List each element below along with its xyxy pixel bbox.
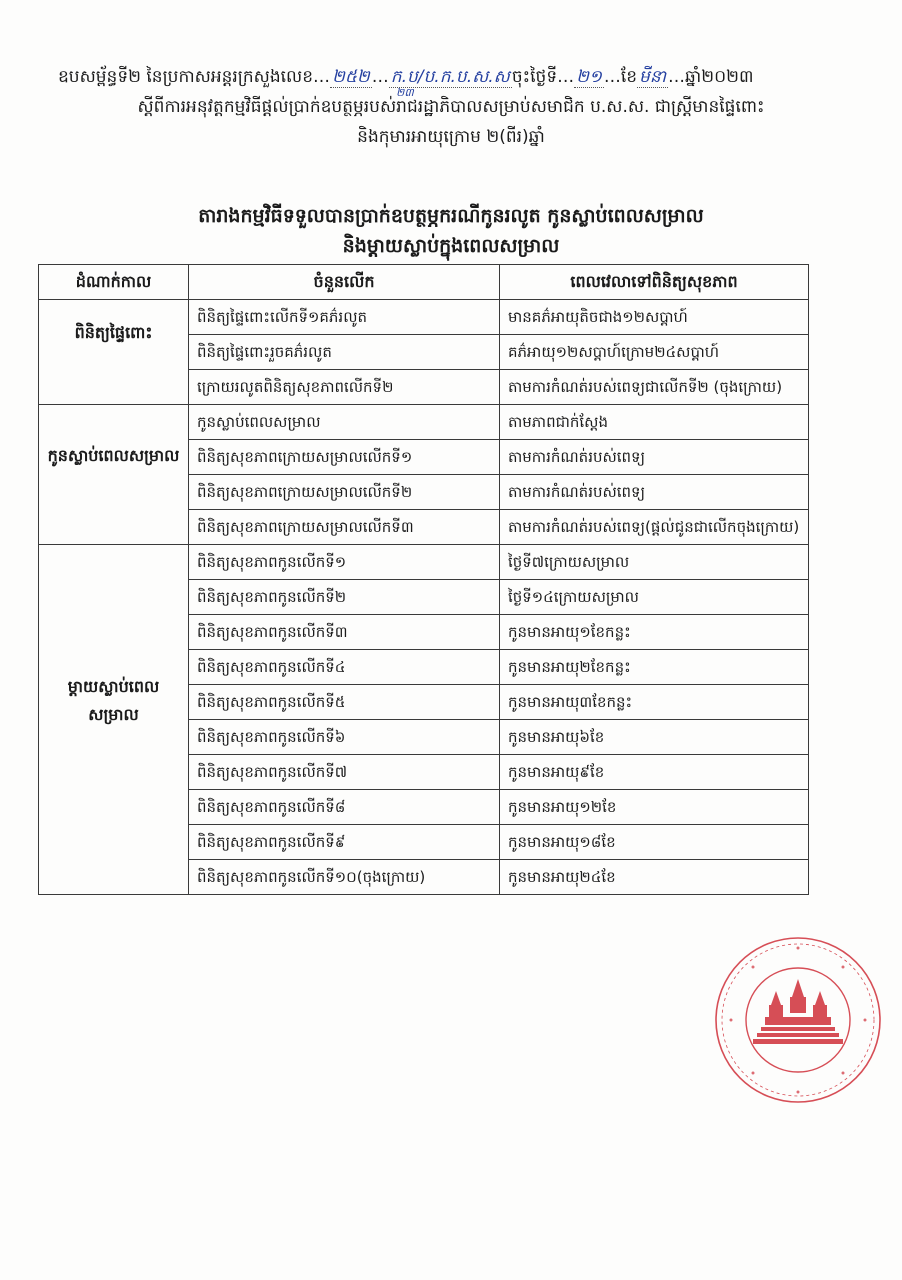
angkor-temple-icon bbox=[753, 979, 843, 1044]
table-header-row bbox=[39, 265, 809, 300]
timing-cell: តាមការកំណត់របស់ពេទ្យ bbox=[500, 440, 809, 475]
visit-cell: ពិនិត្យសុខភាពក្រោយសម្រាលលើកទី២ bbox=[189, 475, 500, 510]
stage-cell: ម្តាយស្លាប់ពេលសម្រាល bbox=[39, 545, 189, 895]
header-stage: ដំណាក់កាល bbox=[39, 265, 189, 300]
table-title-line-2: និងម្តាយស្លាប់ក្នុងពេលសម្រាល bbox=[342, 235, 560, 257]
table-row bbox=[39, 545, 809, 580]
header-line-3: និងកុមារអាយុក្រោម ២(ពីរ)ឆ្នាំ bbox=[357, 127, 545, 147]
handwritten-ref-number: ២៥២ bbox=[332, 67, 370, 87]
month-prefix: ខែ bbox=[620, 67, 638, 87]
header-visits: ចំនួនលើក bbox=[189, 265, 500, 300]
visit-cell: ក្រោយរលូតពិនិត្យសុខភាពលើកទី២ bbox=[189, 370, 500, 405]
visit-cell: ពិនិត្យសុខភាពកូនលើកទី៥ bbox=[189, 685, 500, 720]
timing-cell: មានគភ៌អាយុតិចជាង១២សប្តាហ៍ bbox=[500, 300, 809, 335]
visit-cell: ពិនិត្យសុខភាពកូនលើកទី១ bbox=[189, 545, 500, 580]
timing-cell: ថ្ងៃទី១៤ក្រោយសម្រាល bbox=[500, 580, 809, 615]
visit-cell: ពិនិត្យសុខភាពក្រោយសម្រាលលើកទី១ bbox=[189, 440, 500, 475]
stage-cell: កូនស្លាប់ពេលសម្រាល bbox=[39, 405, 189, 545]
official-seal-stamp bbox=[713, 935, 883, 1105]
schedule-table bbox=[38, 264, 809, 895]
visit-cell: ពិនិត្យសុខភាពកូនលើកទី១០(ចុងក្រោយ) bbox=[189, 860, 500, 895]
header-line-1: ឧបសម្ព័ន្ធទី២ នៃប្រកាសអន្តរក្រសួងលេខ… ២៥២ … ក.ប/ប.ក.ប.ស.ស ចុះថ្ងៃទី… ២១ …ខែ មីនា …ឆ្នាំ២០២៣ bbox=[58, 67, 754, 87]
visit-cell: ពិនិត្យសុខភាពកូនលើកទី៨ bbox=[189, 790, 500, 825]
header-line-2: ស្តីពីការអនុវត្តកម្មវិធីផ្តល់ប្រាក់ឧបត្ថម្ភរបស់រាជរដ្ឋាភិបាលសម្រាប់សមាជិក ប.ស.ស. ជាស្ត្រីមានផ្ទៃពោះ bbox=[137, 97, 765, 117]
visit-cell: ពិនិត្យសុខភាពកូនលើកទី៣ bbox=[189, 615, 500, 650]
timing-cell: ថ្ងៃទី៧ក្រោយសម្រាល bbox=[500, 545, 809, 580]
timing-cell: គភ៌អាយុ១២សប្តាហ៍ក្រោម២៤សប្តាហ៍ bbox=[500, 335, 809, 370]
table-row bbox=[39, 405, 809, 440]
handwritten-month: មីនា bbox=[639, 67, 667, 87]
timing-cell: តាមការកំណត់របស់ពេទ្យ bbox=[500, 475, 809, 510]
visit-cell: ពិនិត្យសុខភាពកូនលើកទី៧ bbox=[189, 755, 500, 790]
timing-cell: កូនមានអាយុ៩ខែ bbox=[500, 755, 809, 790]
timing-cell: តាមភាពជាក់ស្តែង bbox=[500, 405, 809, 440]
header-year: ឆ្នាំ២០២៣ bbox=[685, 67, 754, 87]
visit-cell: ពិនិត្យសុខភាពកូនលើកទី៩ bbox=[189, 825, 500, 860]
timing-cell: កូនមានអាយុ៦ខែ bbox=[500, 720, 809, 755]
visit-cell: ពិនិត្យសុខភាពកូនលើកទី៤ bbox=[189, 650, 500, 685]
handwritten-ref-sub: ២៣ bbox=[396, 86, 414, 99]
timing-cell: កូនមានអាយុ១៨ខែ bbox=[500, 825, 809, 860]
timing-cell: កូនមានអាយុ២៤ខែ bbox=[500, 860, 809, 895]
timing-cell: កូនមានអាយុ៣ខែកន្លះ bbox=[500, 685, 809, 720]
visit-cell: ពិនិត្យផ្ទៃពោះរួចគភ៌រលូត bbox=[189, 335, 500, 370]
visit-cell: កូនស្លាប់ពេលសម្រាល bbox=[189, 405, 500, 440]
timing-cell: កូនមានអាយុ១ខែកន្លះ bbox=[500, 615, 809, 650]
handwritten-day: ២១ bbox=[576, 67, 602, 87]
visit-cell: ពិនិត្យសុខភាពកូនលើកទី៦ bbox=[189, 720, 500, 755]
table-row bbox=[39, 300, 809, 335]
timing-cell: កូនមានអាយុ២ខែកន្លះ bbox=[500, 650, 809, 685]
visit-cell: ពិនិត្យសុខភាពកូនលើកទី២ bbox=[189, 580, 500, 615]
header-prefix: ឧបសម្ព័ន្ធទី២ នៃប្រកាសអន្តរក្រសួងលេខ bbox=[58, 67, 314, 87]
handwritten-ref-code: ក.ប/ប.ក.ប.ស.ស bbox=[390, 67, 510, 87]
header-timing: ពេលវេលាទៅពិនិត្យសុខភាព bbox=[500, 265, 809, 300]
visit-cell: ពិនិត្យផ្ទៃពោះលើកទី១គភ៌រលូត bbox=[189, 300, 500, 335]
stage-cell: ពិនិត្យផ្ទៃពោះ bbox=[39, 300, 189, 405]
timing-cell: តាមការកំណត់របស់ពេទ្យ(ផ្តល់ជូនជាលើកចុងក្រោយ) bbox=[500, 510, 809, 545]
timing-cell: កូនមានអាយុ១២ខែ bbox=[500, 790, 809, 825]
date-prefix: ចុះថ្ងៃទី bbox=[511, 67, 558, 87]
visit-cell: ពិនិត្យសុខភាពក្រោយសម្រាលលើកទី៣ bbox=[189, 510, 500, 545]
timing-cell: តាមការកំណត់របស់ពេទ្យជាលើកទី២ (ចុងក្រោយ) bbox=[500, 370, 809, 405]
table-title-line-1: តារាងកម្មវិធីទទួលបានប្រាក់ឧបត្ថម្ភករណីកូនរលូត កូនស្លាប់ពេលសម្រាល bbox=[198, 205, 704, 227]
